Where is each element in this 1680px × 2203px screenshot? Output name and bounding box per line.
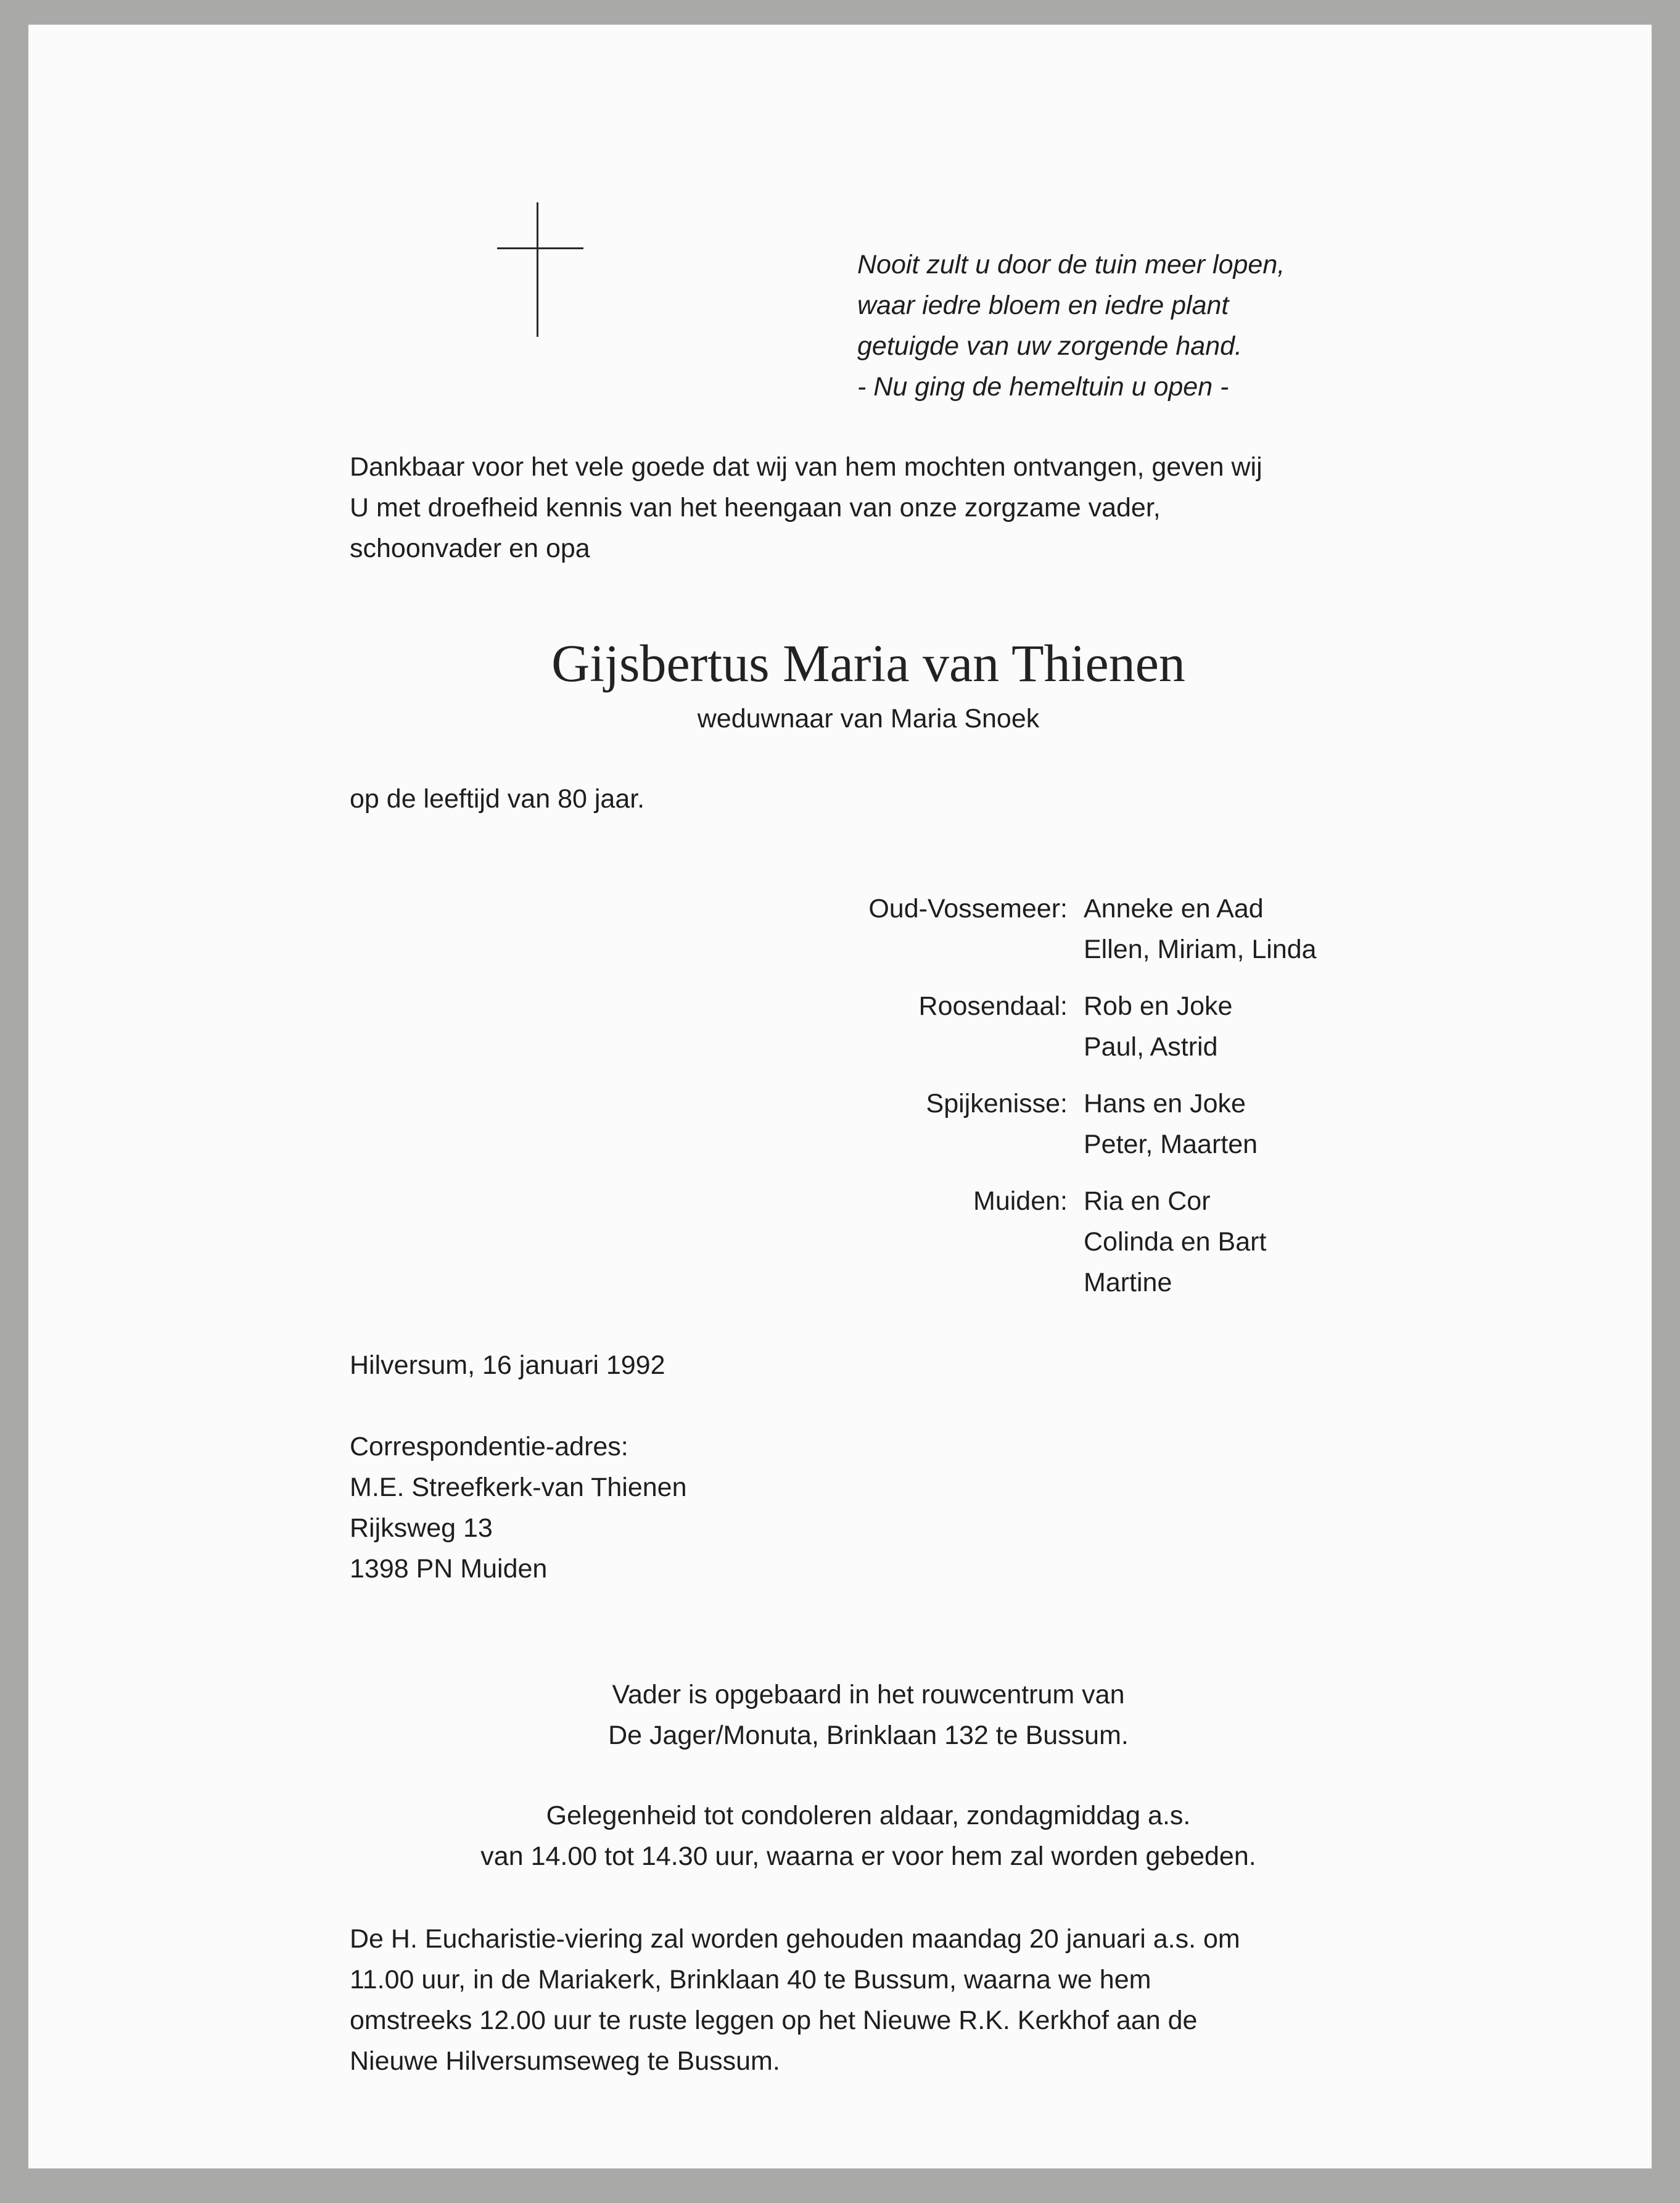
family-place: Muiden: [973, 1186, 1068, 1216]
intro-line: schoonvader en opa [350, 534, 590, 563]
lying-line: De Jager/Monuta, Brinklaan 132 te Bussum. [608, 1721, 1129, 1750]
lying-in-state [28, 1674, 1680, 1756]
address-postal: 1398 PN Muiden [350, 1554, 548, 1584]
mass-paragraph [350, 1919, 1387, 2081]
intro-line: Dankbaar voor het vele goede dat wij van hem mochten ontvangen, geven wij [350, 452, 1262, 482]
poem [857, 244, 1412, 407]
family-names: Peter, Maarten [1084, 1130, 1258, 1159]
correspondence-address [350, 1426, 687, 1589]
poem-line: Nooit zult u door de tuin meer lopen, [857, 250, 1285, 279]
family-names: Ria en Cor [1084, 1186, 1211, 1216]
mass-line: omstreeks 12.00 uur te ruste leggen op het Nieuwe R.K. Kerkhof aan de [350, 2006, 1198, 2035]
poem-line: - Nu ging de hemeltuin u open - [857, 372, 1229, 402]
family-place: Roosendaal: [918, 991, 1068, 1021]
family-group [645, 888, 1416, 970]
family-group [645, 986, 1416, 1067]
place-date: Hilversum, 16 januari 1992 [350, 1350, 665, 1380]
intro-paragraph [350, 447, 1387, 569]
family-names: Ellen, Miriam, Linda [1084, 935, 1317, 964]
family-list [645, 888, 1416, 1319]
family-names: Colinda en Bart [1084, 1227, 1267, 1257]
address-name: M.E. Streefkerk-van Thienen [350, 1473, 687, 1502]
family-place: Spijkenisse: [926, 1089, 1068, 1118]
family-group [645, 1181, 1416, 1303]
intro-line: U met droefheid kennis van het heengaan van onze zorgzame vader, [350, 493, 1161, 523]
family-names: Paul, Astrid [1084, 1032, 1218, 1062]
mass-line: 11.00 uur, in de Mariakerk, Brinklaan 40 te Bussum, waarna we hem [350, 1965, 1151, 1994]
cross-icon [497, 202, 583, 337]
mass-line: De H. Eucharistie-viering zal worden gehouden maandag 20 januari a.s. om [350, 1924, 1240, 1954]
family-group [645, 1083, 1416, 1165]
address-label: Correspondentie-adres: [350, 1432, 628, 1461]
family-names: Martine [1084, 1268, 1172, 1297]
condolence-line: Gelegenheid tot condoleren aldaar, zondagmiddag a.s. [546, 1801, 1191, 1830]
address-street: Rijksweg 13 [350, 1513, 493, 1543]
condolence-line: van 14.00 tot 14.30 uur, waarna er voor hem zal worden gebeden. [480, 1841, 1256, 1871]
poem-line: waar iedre bloem en iedre plant [857, 291, 1229, 320]
deceased-name: Gijsbertus Maria van Thienen [551, 634, 1185, 693]
widower-line: weduwnaar van Maria Snoek [697, 704, 1040, 734]
family-names: Hans en Joke [1084, 1089, 1246, 1118]
mass-line: Nieuwe Hilversumseweg te Bussum. [350, 2046, 780, 2076]
family-names: Anneke en Aad [1084, 894, 1264, 924]
age-line: op de leeftijd van 80 jaar. [350, 784, 645, 814]
family-names: Rob en Joke [1084, 991, 1233, 1021]
poem-line: getuigde van uw zorgende hand. [857, 331, 1242, 361]
condolence-info [28, 1795, 1680, 1877]
family-place: Oud-Vossemeer: [868, 894, 1068, 924]
lying-line: Vader is opgebaard in het rouwcentrum van [612, 1680, 1125, 1709]
obituary-card [28, 25, 1652, 2168]
